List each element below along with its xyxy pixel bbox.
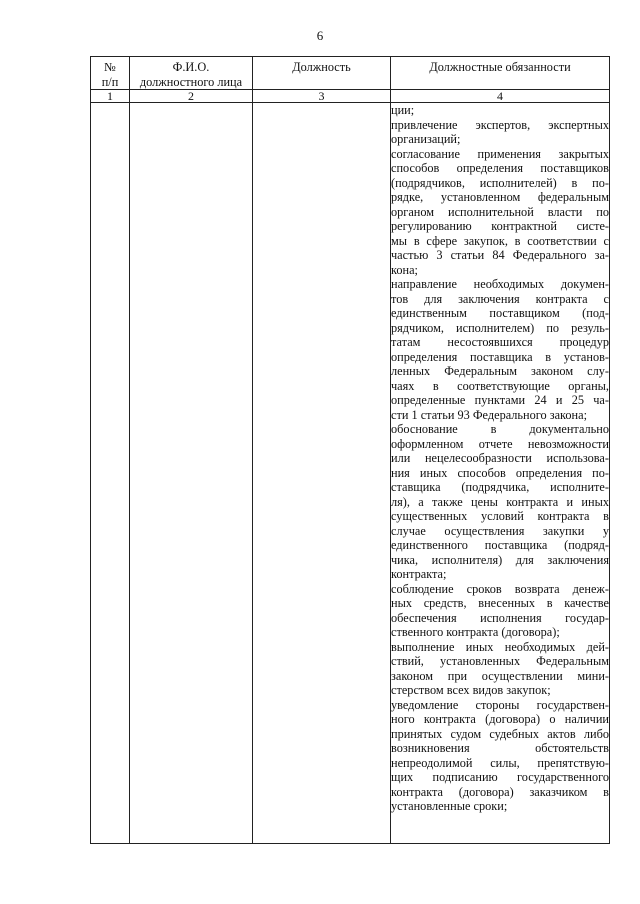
duties-line: единственным поставщиком (под- — [391, 306, 609, 320]
duties-table — [90, 56, 610, 844]
duties-line: сти 1 статьи 93 Федерального закона; — [391, 407, 587, 422]
header-number — [91, 57, 130, 90]
column-number-2: 2 — [130, 90, 253, 103]
duties-line: ции; — [391, 103, 415, 117]
duties-line: частью 3 статьи 84 Федерального за- — [391, 248, 609, 262]
header-position — [253, 57, 391, 90]
table-row — [91, 103, 610, 844]
duties-line: ствий, установленных Федеральным — [391, 654, 609, 668]
column-number-row — [91, 90, 610, 103]
duties-line: контракта (договора) заказчиком в — [391, 784, 609, 799]
duties-line: щих подписанию государственного — [391, 770, 609, 784]
duties-line: согласование применения закрытых — [391, 146, 609, 161]
table-header-row — [91, 57, 610, 90]
duties-line: определенные пунктами 24 и 25 ча- — [391, 393, 609, 407]
duties-text — [391, 103, 609, 814]
header-duties — [391, 57, 610, 90]
duties-line: обоснование в документально — [391, 422, 609, 436]
column-number-3: 3 — [253, 90, 391, 103]
duties-line: рядчиком, исполнителем) по резуль- — [391, 320, 609, 335]
duties-line: стерством всех видов закупок; — [391, 683, 551, 697]
duties-line: непреодолимой силы, препятствую- — [391, 755, 609, 770]
duties-line: направление необходимых докумен- — [391, 277, 609, 291]
number-cell — [91, 103, 130, 844]
fio-cell — [130, 103, 253, 844]
duties-line: регулированию контрактной систе- — [391, 219, 609, 233]
duties-line: контракта; — [391, 567, 447, 581]
header-number-line2: п/п — [101, 74, 119, 89]
duties-line: рядке, установленном федеральным — [391, 190, 609, 204]
header-number-line1: № — [104, 60, 116, 74]
duties-line: уведомление стороны государствен- — [391, 697, 609, 712]
duties-line: определения поставщика в установ- — [391, 349, 609, 364]
position-cell — [253, 103, 391, 844]
duties-line: кона; — [391, 262, 418, 277]
header-fio-line1: Ф.И.О. — [172, 60, 210, 74]
duties-line: ственного контракта (договора); — [391, 625, 560, 639]
duties-line: ставщика (подрядчика, исполните- — [391, 480, 609, 494]
duties-line: органом исполнительной власти по — [391, 204, 609, 219]
header-fio — [130, 57, 253, 90]
duties-line: ленных Федеральным законом слу- — [391, 364, 609, 378]
duties-line: существенных условий контракта в — [391, 509, 609, 523]
duties-line: принятых судом судебных актов либо — [391, 726, 609, 741]
header-position-label: Должность — [292, 60, 351, 74]
duties-line: или нецелесообразности использова- — [391, 451, 609, 465]
duties-line: возникновения обстоятельств — [391, 741, 609, 755]
duties-line: чаях в соответствующие органы, — [391, 378, 609, 393]
duties-line: случае осуществления закупки у — [391, 523, 609, 538]
header-fio-line2: должностного лица — [139, 74, 243, 89]
duties-line: ных средств, внесенных в качестве — [391, 596, 609, 610]
duties-line: ля), а также цены контракта и иных — [391, 494, 609, 509]
duties-line: оформленном отчете невозможности — [391, 436, 609, 451]
duties-line: (подрядчиков, исполнителей) в по- — [391, 175, 609, 190]
column-number-4: 4 — [391, 90, 610, 103]
duties-line: выполнение иных необходимых дей- — [391, 639, 609, 654]
duties-line: ного контракта (договора) о наличии — [391, 712, 609, 726]
duties-cell — [391, 103, 610, 844]
duties-line: организаций; — [391, 132, 461, 146]
duties-line: привлечение экспертов, экспертных — [391, 117, 609, 132]
duties-line: обеспечения исполнения государ- — [391, 610, 609, 625]
page-number: 6 — [316, 28, 324, 43]
duties-line: единственного поставщика (подряд- — [391, 538, 609, 552]
duties-line: ния иных способов определения по- — [391, 465, 609, 480]
column-number-1: 1 — [91, 90, 130, 103]
duties-line: татам несостоявшихся процедур — [391, 335, 609, 349]
duties-line: способов определения поставщиков — [391, 161, 609, 175]
duties-line: мы в сфере закупок, в соответствии с — [391, 233, 609, 248]
duties-line: соблюдение сроков возврата денеж- — [391, 581, 609, 596]
duties-line: установленные сроки; — [391, 799, 508, 813]
duties-line: чика, исполнителя) для заключения — [391, 552, 609, 567]
duties-line: тов для заключения контракта с — [391, 291, 609, 306]
duties-line: законом при осуществлении мини- — [391, 668, 609, 683]
header-duties-label: Должностные обязанности — [429, 60, 571, 74]
